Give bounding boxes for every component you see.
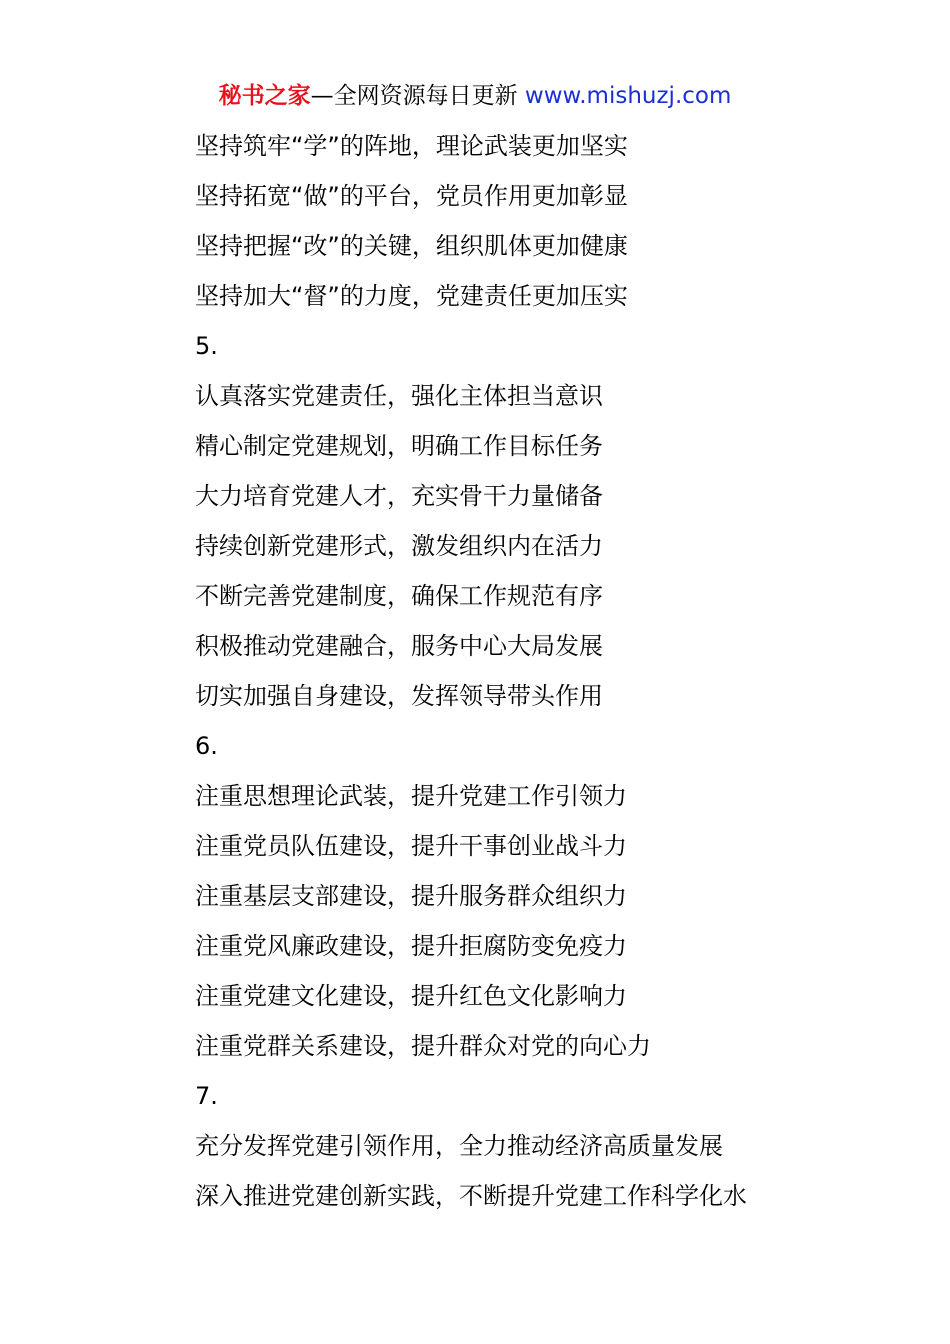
- text-line: 注重党员队伍建设，提升干事创业战斗力: [195, 832, 627, 860]
- brand-name: 秘书之家: [218, 83, 311, 109]
- site-url[interactable]: www.mishuzj.com: [524, 83, 732, 109]
- text-line: 认真落实党建责任，强化主体担当意识: [195, 382, 603, 410]
- text-line: 持续创新党建形式，激发组织内在活力: [195, 532, 603, 560]
- text-line: 精心制定党建规划，明确工作目标任务: [195, 432, 603, 460]
- text-line: 大力培育党建人才，充实骨干力量储备: [195, 482, 603, 510]
- document-body: [195, 121, 935, 1221]
- text-line: 注重党群关系建设，提升群众对党的向心力: [195, 1032, 651, 1060]
- text-line: 积极推动党建融合，服务中心大局发展: [195, 632, 603, 660]
- text-line: 注重思想理论武装，提升党建工作引领力: [195, 782, 627, 810]
- text-line: 充分发挥党建引领作用，全力推动经济高质量发展: [195, 1132, 723, 1160]
- section-number: 6.: [195, 732, 218, 760]
- page-header: [0, 80, 950, 112]
- text-line: 切实加强自身建设，发挥领导带头作用: [195, 682, 603, 710]
- text-line: 深入推进党建创新实践，不断提升党建工作科学化水: [195, 1182, 747, 1210]
- text-line: 注重党建文化建设，提升红色文化影响力: [195, 982, 627, 1010]
- text-line: 坚持拓宽“做”的平台，党员作用更加彰显: [195, 182, 628, 210]
- text-line: 坚持把握“改”的关键，组织肌体更加健康: [195, 232, 628, 260]
- text-line: 注重基层支部建设，提升服务群众组织力: [195, 882, 627, 910]
- text-line: 坚持筑牢“学”的阵地，理论武装更加坚实: [195, 132, 628, 160]
- text-line: 坚持加大“督”的力度，党建责任更加压实: [195, 282, 628, 310]
- text-line: 注重党风廉政建设，提升拒腐防变免疫力: [195, 932, 627, 960]
- header-tagline: —全网资源每日更新: [310, 83, 518, 109]
- text-line: 不断完善党建制度，确保工作规范有序: [195, 582, 603, 610]
- section-number: 5.: [195, 332, 218, 360]
- section-number: 7.: [195, 1082, 218, 1110]
